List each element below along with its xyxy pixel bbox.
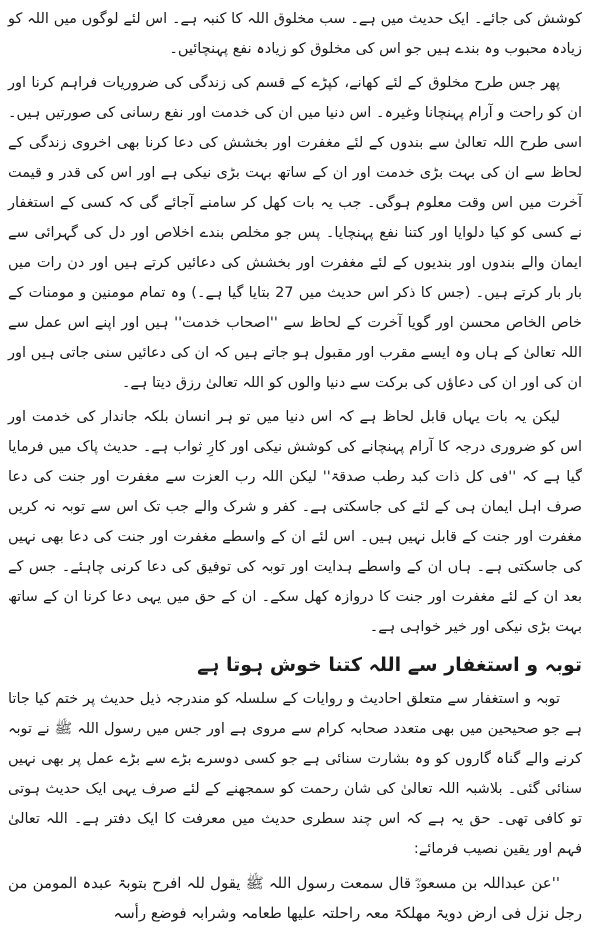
paragraph-1: کوشش کی جائے۔ ایک حدیث میں ہے۔ سب مخلوق اللہ کا کنبہ ہے۔ اس لئے لوگوں میں اللہ کو زیادہ محبوب وہ بندے ہیں جو اس کی مخلوق کو زیادہ نفع پہنچائیں۔	[8, 11, 582, 57]
section-heading: توبہ و استغفار سے اللہ کتنا خوش ہوتا ہے	[197, 654, 582, 676]
arabic-hadith-text: ''عن عبداللہ بن مسعودؓ قال سمعت رسول اللہ ﷺ یقول للہ افرح بتوبۃ عبدہ المومن من رجل نزل فی ارض دویۃ مھلکۃ معہ راحلتہ علیھا طعامہ وشرابہ فوضع رأسہ	[8, 874, 582, 922]
paragraph-3: لیکن یہ بات یہاں قابل لحاظ ہے کہ اس دنیا میں تو ہر انسان بلکہ جاندار کی خدمت اور اس کو ضروری درجہ کا آرام پہنچانے کی کوشش نیکی اور کارِ ثواب ہے۔ حدیث پاک میں فرمایا گیا ہے کہ ''فی کل ذات کبد رطب صدقۃ'' لیکن اللہ رب العزت سے مغفرت اور جنت کی دعا صرف اہل ایمان ہی کے لئے کی جاسکتی ہے۔ کفر و شرک والے جب تک اس سے توبہ نہ کریں مغفرت اور جنت کے قابل نہیں ہیں۔ اس لئے ان کے واسطے مغفرت اور جنت کی دعا بھی نہیں کی جاسکتی ہے۔ ہاں ان کے واسطے ہدایت اور توبہ کی توفیق کی دعا کرنی چاہئے۔ جس کے بعد ان کے لئے مغفرت اور جنت کا دروازہ کھل سکے۔ ان کے حق میں یہی دعا کرنا ان کے ساتھ بہت بڑی نیکی اور خیر خواہی ہے۔	[8, 409, 582, 635]
paragraph-2: پھر جس طرح مخلوق کے لئے کھانے، کپڑے کے قسم کی زندگی کی ضروریات فراہم کرنا اور ان کو راحت و آرام پہنچانا وغیرہ۔ اس دنیا میں ان کی خدمت اور نفع رسانی کی صورتیں ہیں۔ اسی طرح اللہ تعالیٰ سے بندوں کے لئے مغفرت اور بخشش کی دعا کرنا بھی اخروی زندگی کے لحاظ سے ان کی بہت بڑی خدمت اور ان کے ساتھ بہت بڑی نیکی ہے اور اس کی قدر و قیمت آخرت میں اس وقت معلوم ہوگی۔ جب یہ بات کھل کر سامنے آجائے گی کہ کسی کے استغفار نے کسی کو کیا دلوایا اور کتنا نفع پہنچایا۔ پس جو مخلص بندے اخلاص اور دل کی گہرائی سے ایمان والے بندوں اور بندیوں کے لئے مغفرت اور بخشش کی دعائیں کرتے ہیں اور دن رات میں بار بار کرتے ہیں۔ (جس کا ذکر اس حدیث میں 27 بتایا گیا ہے۔) وہ تمام مومنین و مومنات کے خاص الخاص محسن اور گویا آخرت کے لحاظ سے ''اصحاب خدمت'' ہیں اور اپنے اس عمل سے اللہ تعالیٰ کے ہاں وہ ایسے مقرب اور مقبول ہو جاتے ہیں کہ ان کی دعائیں سنی جاتی ہیں اور ان کی اور ان کی دعاؤں کی برکت سے دنیا والوں کو اللہ تعالیٰ رزق دیتا ہے۔	[8, 75, 582, 391]
paragraph-4: توبہ و استغفار سے متعلق احادیث و روایات کے سلسلہ کو مندرجہ ذیل حدیث پر ختم کیا جاتا ہے جو صحیحین میں بھی متعدد صحابہ کرام سے مروی ہے اور جس میں رسول اللہ ﷺ نے توبہ کرنے والے گناہ گاروں کو وہ بشارت سنائی ہے جو کسی دوسرے بڑے سے بڑے عمل پر بھی نہیں سنائی گئی۔ بلاشبہ اللہ تعالیٰ کی شان رحمت کو سمجھنے کے لئے صرف یہی ایک حدیث ہوتی تو کافی تھی۔ حق یہ ہے کہ اس چند سطری حدیث میں معرفت کا ایک دفتر ہے۔ اللہ تعالیٰ فہم اور یقین نصیب فرمائے:	[8, 691, 582, 857]
